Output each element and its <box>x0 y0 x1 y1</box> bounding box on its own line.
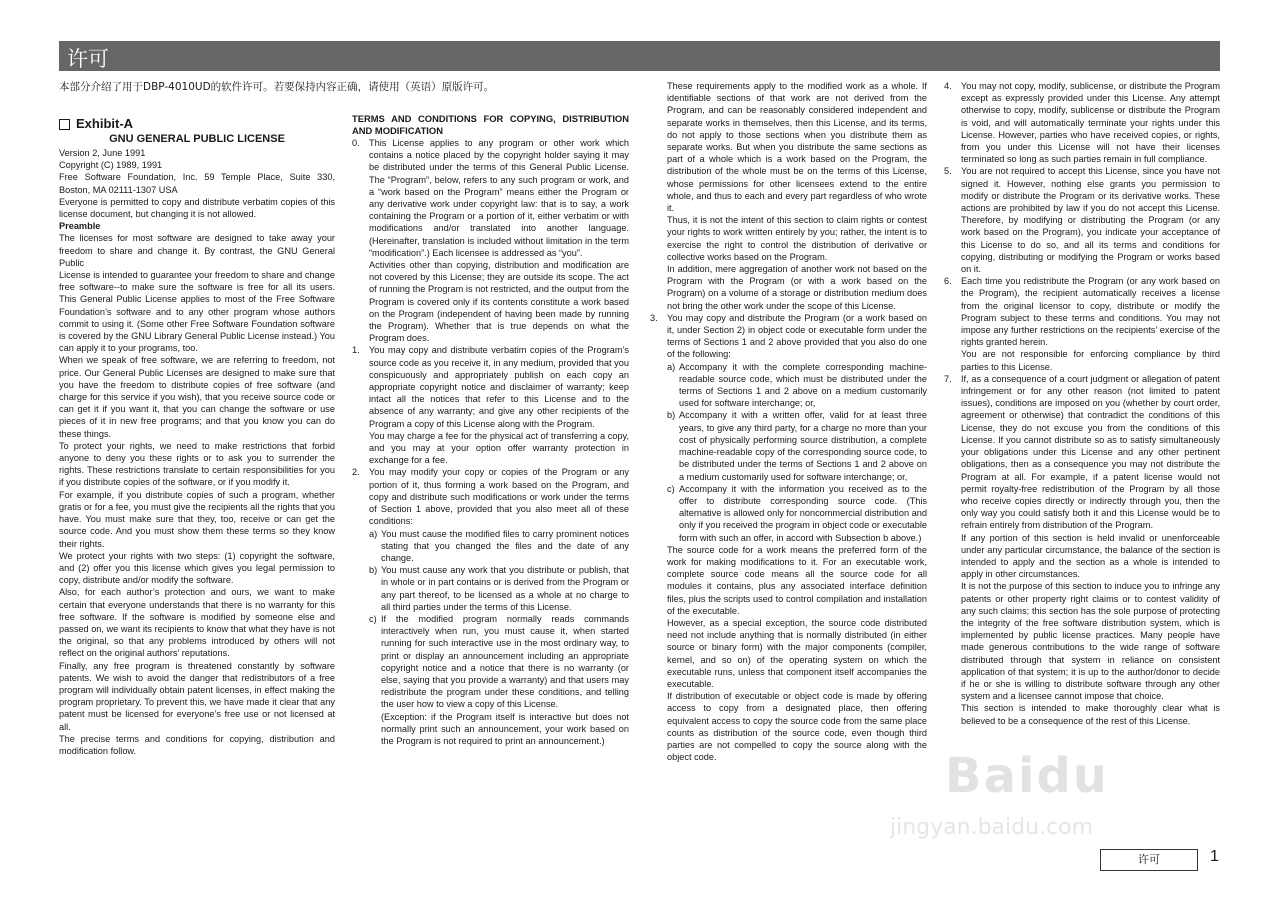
paragraph: We protect your rights with two steps: (1) copyright the software, and (2) offer you this license which gives you legal permission to copy, distribute and/or modify the software. <box>59 550 335 586</box>
paragraph: For example, if you distribute copies of such a program, whether gratis or for a fee, you must give the recipients all the rights that you have. You must make sure that they, too, receive or can get the source code. And you must show them these terms so they know their rights. <box>59 489 335 549</box>
subclause-letter: c) <box>667 483 675 494</box>
clause-number: 0. <box>352 138 360 148</box>
clause-number: 6. <box>944 276 952 287</box>
clause-0 <box>352 137 629 259</box>
clause-continuation: Activities other than copying, distribution and modification are not covered by this License; they are outside its scope. The act of running the Program is not restricted, and the output from the Program is covered only if its contents constitute a work based on the Program (independent of having been made by running the Program). Whether that is true depends on what the Program does. <box>369 260 629 344</box>
subclause-text: Accompany it with a written offer, valid for at least three years, to give any third party, for a charge no more than your cost of physically performing source distribution, a complete machine-readable copy of the corresponding source code, to be distributed under the terms of Sections 1 and 2 above on a medium customarily used for software interchange; or, <box>679 410 927 482</box>
subclause-text: Accompany it with the information you received as to the offer to distribute corresponding source code. (This alternative is allowed only for noncommercial distribution and only if you received the program in object code or executable form with such an offer, in accord with Subsection b above.) <box>679 483 927 543</box>
clause-continuation: It is not the purpose of this section to induce you to infringe any patents or other property right claims or to contest validity of any such claims; this section has the sole purpose of protecting the integrity of the free software distribution system, which is implemented by public license practices. Many people have made generous contributions to the wide range of software distributed through that system in reliance on consistent application of that system; it is up to the author/donor to decide if he or she is willing to distribute software through any other system and a licensee cannot impose that choice. <box>961 581 1220 702</box>
clause-6 <box>944 275 1220 348</box>
paragraph: Finally, any free program is threatened constantly by software patents. We wish to avoid the danger that redistributors of a free program will individually obtain patent licenses, in effect making the program proprietary. To prevent this, we have made it clear that any patent must be licensed for everyone’s free use or not licensed at all. <box>59 660 335 732</box>
watermark-logo: Baidu <box>945 748 1109 804</box>
paragraph: The licenses for most software are designed to take away your freedom to share and change it. By contrast, the GNU General Public <box>59 233 335 268</box>
clause-7 <box>944 373 1220 532</box>
clause-4 <box>944 80 1220 165</box>
subclause-continuation: (Exception: if the Program itself is interactive but does not normally print such an announcement, your work based on the Program is not required to print an announcement.) <box>381 711 629 746</box>
subclause-c <box>667 483 927 544</box>
subclause-b <box>667 409 927 482</box>
paragraph: In addition, mere aggregation of another work not based on the Program with the Program (or with a work based on the Program) on a volume of a storage or distribution medium does not bring the other work under the scope of this License. <box>667 264 927 311</box>
clause-number: 3. <box>650 312 658 323</box>
subclause-letter: c) <box>369 613 377 624</box>
paragraph: If distribution of executable or object code is made by offering access to copy from a designated place, then offering equivalent access to copy the source code from the same place counts as distribution of the source code, even though third parties are not compelled to copy the source along with the object code. <box>667 691 927 763</box>
subclause-text: Accompany it with the complete corresponding machine-readable source code, which must be distributed under the terms of Sections 1 and 2 above on a medium customarily used for software interchange; or, <box>679 361 927 409</box>
paragraph: Also, for each author’s protection and ours, we want to make certain that everyone understands that there is no warranty for this free software. If the software is modified by someone else and passed on, we want its recipients to know that what they have is not the original, so that any problems introduced by others will not reflect on the original authors’ reputations. <box>59 587 335 659</box>
subclause-letter: a) <box>369 528 378 539</box>
clause-number: 1. <box>352 345 360 356</box>
column-2 <box>352 113 629 747</box>
paragraph: The precise terms and conditions for copying, distribution and modification follow. <box>59 733 335 756</box>
clause-text: You may copy and distribute the Program (or a work based on it, under Section 2) in object code or executable form under the terms of Sections 1 and 2 above provided that you also do one of the following: <box>667 312 927 360</box>
permission-paragraph: Everyone is permitted to copy and distribute verbatim copies of this license document, but changing it is not allowed. <box>59 196 335 220</box>
subclause-text: You must cause the modified files to carry prominent notices stating that you changed the files and the date of any change. <box>381 528 629 563</box>
license-title: GNU GENERAL PUBLIC LICENSE <box>109 133 285 145</box>
terms-heading: TERMS AND CONDITIONS FOR COPYING, DISTRIBUTION AND MODIFICATION <box>352 113 629 136</box>
subclause-text: If the modified program normally reads commands interactively when run, you must cause it, when started running for such interactive use in the most ordinary way, to print or display an announcement including an appropriate copyright notice and a notice that there is no warranty (or else, saying that you provide a warranty) and that users may redistribute the program under these conditions, and telling the user how to view a copy of this License. <box>381 613 629 710</box>
clause-2 <box>352 466 629 527</box>
address-line: Free Software Foundation, Inc. 59 Temple Place, Suite 330, Boston, MA 02111-1307 USA <box>59 172 335 195</box>
exhibit-label: Exhibit-A <box>76 116 134 131</box>
exhibit-heading <box>59 116 335 132</box>
checkbox-square-icon <box>59 119 70 130</box>
preamble-heading: Preamble <box>59 221 101 232</box>
column-3 <box>650 80 927 763</box>
page-number: 1 <box>1210 848 1219 865</box>
clause-number: 7. <box>944 373 952 384</box>
clause-text: This License applies to any program or other work which contains a notice placed by the copyright holder saying it may be distributed under the terms of this General Public License. The “Program”, below, refers to any such program or work, and a “work based on the Program” means either the Program or any derivative work under copyright law: that is to say, a work containing the Program or a portion of it, either verbatim or with modifications and/or translated into another language. (Hereinafter, translation is included without limitation in the term “modification”.) Each licensee is addressed as “you”. <box>369 138 629 258</box>
subclause-text: You must cause any work that you distribute or publish, that in whole or in part contains or is derived from the Program or any part thereof, to be licensed as a whole at no charge to all third parties under the terms of this License. <box>381 565 629 612</box>
clause-1 <box>352 344 629 429</box>
column-4 <box>944 80 1220 727</box>
subclause-b <box>352 564 629 613</box>
subclause-letter: a) <box>667 361 676 372</box>
header-bar <box>59 41 1220 71</box>
paragraph: However, as a special exception, the source code distributed need not include anything that is normally distributed (in either source or binary form) with the major components (compiler, kernel, and so on) of the operating system on which the executable runs, unless that component itself accompanies the executable. <box>667 617 927 689</box>
subclause-letter: b) <box>369 565 378 576</box>
paragraph: License is intended to guarantee your freedom to share and change free software--to make sure the software is free for all its users. This General Public License applies to most of the Free Software Foundation’s software and to any other program whose authors commit to using it. (Some other Free Software Foundation software is covered by the GNU Library General Public License instead.) You can apply it to your programs, too. <box>59 270 335 354</box>
subclause-c <box>352 613 629 711</box>
footer-section-label: 许可 <box>1100 849 1198 871</box>
subclause-a <box>667 361 927 410</box>
copyright-line: Copyright (C) 1989, 1991 <box>59 160 163 171</box>
clause-number: 2. <box>352 467 360 478</box>
clause-text: Each time you redistribute the Program (or any work based on the Program), the recipient automatically receives a license from the original licensor to copy, distribute or modify the Program subject to these terms and conditions. You may not impose any further restrictions on the recipients’ exercise of the rights granted herein. <box>961 276 1220 348</box>
clause-text: You may not copy, modify, sublicense, or distribute the Program except as expressly provided under this License. Any attempt otherwise to copy, modify, sublicense or distribute the Program is void, and will automatically terminate your rights under this License. However, parties who have received copies, or rights, from you under this License will not have their licenses terminated so long as such parties remain in full compliance. <box>961 81 1220 165</box>
intro-text: 本部分介绍了用于DBP-4010UD的软件许可。若要保持内容正确，请使用（英语）原版许可。 <box>59 81 495 93</box>
clause-continuation: If any portion of this section is held invalid or unenforceable under any particular circumstance, the balance of the section is intended to apply and the section as a whole is intended to apply in other circumstances. <box>961 532 1220 580</box>
version-line: Version 2, June 1991 <box>59 148 146 158</box>
clause-continuation: You are not responsible for enforcing compliance by third parties to this License. <box>961 349 1220 372</box>
page-title: 许可 <box>67 47 109 71</box>
paragraph: When we speak of free software, we are referring to freedom, not price. Our General Public Licenses are designed to make sure that you have the freedom to distribute copies of free software (and charge for this service if you wish), that you receive source code or can get it if you want it, that you can change the software or use pieces of it in new free programs; and that you know you can do these things. <box>59 355 335 439</box>
clause-text: You may copy and distribute verbatim copies of the Program’s source code as you receive it, in any medium, provided that you conspicuously and appropriately publish on each copy an appropriate copyright notice and disclaimer of warranty; keep intact all the notices that refer to this License and to the absence of any warranty; and give any other recipients of the Program a copy of this License along with the Program. <box>369 345 629 429</box>
subclause-letter: b) <box>667 410 676 421</box>
paragraph: To protect your rights, we need to make restrictions that forbid anyone to deny you these rights or to ask you to surrender the rights. These restrictions translate to certain responsibilities for you if you distribute copies of the software, or if you modify it. <box>59 440 335 488</box>
clause-text: You may modify your copy or copies of the Program or any portion of it, thus forming a work based on the Program, and copy and distribute such modifications or work under the terms of Section 1 above, provided that you also meet all of these conditions: <box>369 467 629 527</box>
clause-number: 5. <box>944 166 952 177</box>
clause-text: You are not required to accept this License, since you have not signed it. However, nothing else grants you permission to modify or distribute the Program or its derivative works. These actions are prohibited by law if you do not accept this License. Therefore, by modifying or distributing the Program (or any work based on the Program), you indicate your acceptance of this License to do so, and all its terms and conditions for copying, distributing or modifying the Program or works based on it. <box>961 166 1220 275</box>
clause-continuation: This section is intended to make thoroughly clear what is believed to be a consequence of the rest of this License. <box>961 703 1220 726</box>
clause-continuation: You may charge a fee for the physical act of transferring a copy, and you may at your option offer warranty protection in exchange for a fee. <box>369 430 629 466</box>
clause-number: 4. <box>944 81 952 91</box>
watermark-url: jingyan.baidu.com <box>890 815 1094 840</box>
clause-text: If, as a consequence of a court judgment or allegation of patent infringement or for any other reason (not limited to patent issues), conditions are imposed on you (whether by court order, agreement or otherwise) that contradict the conditions of this License, they do not excuse you from the conditions of this License. If you cannot distribute so as to satisfy simultaneously your obligations under this License and any other pertinent obligations, then as a consequence you may not distribute the Program at all. For example, if a patent license would not permit royalty-free redistribution of the Program by all those who receive copies directly or indirectly through you, then the only way you could satisfy both it and this License would be to refrain entirely from distribution of the Program. <box>961 373 1220 531</box>
subclause-a <box>352 528 629 565</box>
paragraph: These requirements apply to the modified work as a whole. If identifiable sections of that work are not derived from the Program, and can be reasonably considered independent and separate works in themselves, then this License, and its terms, do not apply to those sections when you distribute them as separate works. But when you distribute the same sections as part of a whole which is a work based on the Program, the distribution of the whole must be on the terms of this License, whose permissions for other licensees extend to the entire whole, and thus to each and every part regardless of who wrote it. <box>667 81 927 214</box>
clause-5 <box>944 165 1220 275</box>
paragraph: Thus, it is not the intent of this section to claim rights or contest your rights to work written entirely by you; rather, the intent is to exercise the right to control the distribution of derivative or collective works based on the Program. <box>667 215 927 262</box>
paragraph: The source code for a work means the preferred form of the work for making modifications to it. For an executable work, complete source code means all the source code for all modules it contains, plus any associated interface definition files, plus the scripts used to control compilation and installation of the executable. <box>667 544 927 616</box>
clause-3 <box>650 312 927 361</box>
column-1 <box>59 116 335 757</box>
